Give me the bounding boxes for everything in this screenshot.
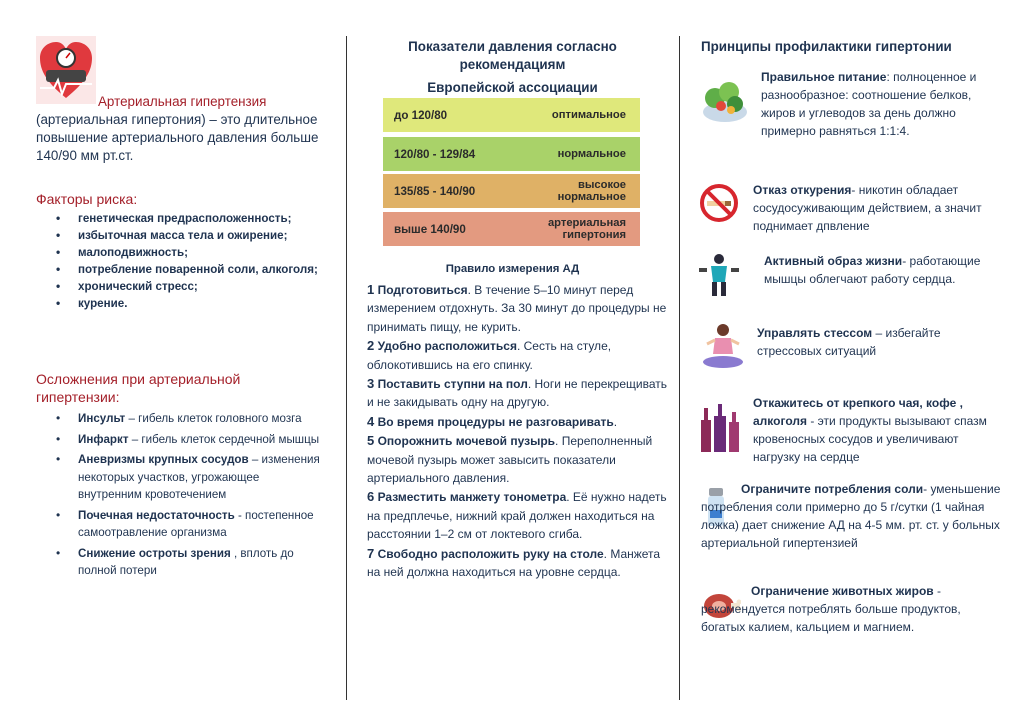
column-pressure	[346, 0, 679, 724]
intro-rest: (артериальная гипертония) – это длительное повышение артериального давления больше 140/90 мм рт.ст.	[36, 112, 319, 163]
pressure-row	[383, 137, 640, 171]
intro-paragraph	[36, 93, 334, 165]
pressure-range: 135/85 - 140/90	[394, 184, 476, 198]
risk-factor-item: • избыточная масса тела и ожирение;	[54, 227, 324, 244]
measurement-rule: 3 Поставить ступни на пол. Ноги не перекрещивать и не закидывать одну на другую.	[367, 376, 667, 410]
pressure-range: 120/80 - 129/84	[394, 147, 476, 161]
pressure-category: высокое нормальное	[557, 178, 626, 203]
measurement-rules	[367, 281, 667, 583]
measurement-rule: 6 Разместить манжету тонометра. Её нужно надеть на предплечье, нижний край должен находиться на расстоянии 1–2 см от локтевого сгиба.	[367, 489, 667, 542]
pressure-category: нормальное	[557, 147, 626, 160]
pressure-range: выше 140/90	[394, 222, 466, 236]
measurement-rules-title: Правило измерения АД	[445, 263, 580, 275]
risk-factors-list	[54, 210, 324, 312]
pressure-title-line2: рекомендациям	[459, 57, 566, 72]
pressure-row	[383, 98, 640, 132]
prevention-item-smoking: Отказ откурения- никотин обладает сосудосуживающим действием, а значит поднимает дпвление	[753, 183, 982, 233]
prevention-item-activity: Активный образ жизни- работающие мышцы облегчают работу сердца.	[764, 254, 981, 286]
risk-factor-item: • малоподвижность;	[54, 244, 324, 261]
measurement-rule: 4 Во время процедуры не разговаривать.	[367, 413, 618, 429]
risk-factor-item: • хронический стресс;	[54, 278, 324, 295]
intro-lead: Артериальная гипертензия	[98, 94, 267, 109]
complication-item: • Почечная недостаточность - постепенное самоотравление организма	[54, 507, 324, 542]
complication-item: • Аневризмы крупных сосудов – изменения некоторых участков, угрожающее внутренним кровотечением	[54, 451, 324, 504]
fitness-icon	[699, 252, 739, 298]
prevention-title: Принципы профилактики гипертонии	[701, 39, 952, 54]
risk-factor-item: • генетическая предрасположенность;	[54, 210, 324, 227]
pressure-category: оптимальное	[551, 108, 626, 121]
prevention-item-nutrition: Правильное питание: полноценное и разнообразное: соотношение белков, жиров и углеводов за день должно примерно равняться 1:1:4.	[761, 70, 977, 138]
pressure-range: до 120/80	[394, 108, 448, 122]
measurement-rule: 1 Подготовиться. В течение 5–10 минут перед измерением отдохнуть. За 30 минут до процедуры не принимать пищу, не курить.	[367, 282, 667, 334]
pressure-title-line3: Европейской ассоциации	[427, 80, 598, 95]
complication-item: • Инсульт – гибель клеток головного мозга	[54, 410, 324, 428]
column-prevention	[679, 0, 1024, 724]
prevention-item-salt: Ограничите потребления соли- уменьшение потребления соли примерно до 5 г/сутки (1 чайная ложка) дает снижение АД на 4-5 мм. рт. ст. у больных артериальной гипертензией	[701, 482, 1001, 550]
complications-title: Осложнения при артериальной гипертензии:	[36, 371, 241, 405]
bottles-icon	[699, 402, 741, 454]
complication-item: • Снижение остроты зрения , вплоть до полной потери	[54, 545, 324, 580]
prevention-item-drinks: Откажитесь от крепкого чая, кофе , алкоголя - эти продукты вызывают спазм кровеносных сосудов и увеличивают нагрузку на сердце	[753, 396, 987, 464]
measurement-rule: 7 Свободно расположить руку на столе. Манжета на ней должна находиться на уровне сердца.	[367, 545, 661, 580]
salad-icon	[699, 72, 751, 126]
prevention-item-fats: Ограничение животных жиров - рекомендуется потреблять больше продуктов, богатых калием, кальцием и магнием.	[701, 584, 961, 634]
risk-factor-item: • потребление поваренной соли, алкоголя;	[54, 261, 324, 278]
pressure-row	[383, 212, 640, 246]
pressure-title-line1: Показатели давления согласно	[408, 39, 617, 54]
complication-item: • Инфаркт – гибель клеток сердечной мышцы	[54, 431, 324, 449]
measurement-rule: 2 Удобно расположиться. Сесть на стуле, облокотившись на его спинку.	[367, 338, 612, 372]
column-definition	[0, 0, 346, 724]
risk-factor-item: • курение.	[54, 295, 324, 312]
no-smoking-icon	[699, 183, 739, 223]
meditation-icon	[701, 322, 745, 370]
pressure-row	[383, 174, 640, 208]
complications-list	[54, 410, 324, 583]
measurement-rule: 5 Опорожнить мочевой пузырь. Переполненный мочевой пузырь может завысить показатели артериального давления.	[367, 433, 653, 486]
prevention-item-stress: Управлять стессом – избегайте стрессовых ситуаций	[757, 326, 941, 358]
pressure-category: артериальная гипертония	[547, 216, 626, 241]
risk-factors-title: Факторы риска:	[36, 191, 138, 207]
